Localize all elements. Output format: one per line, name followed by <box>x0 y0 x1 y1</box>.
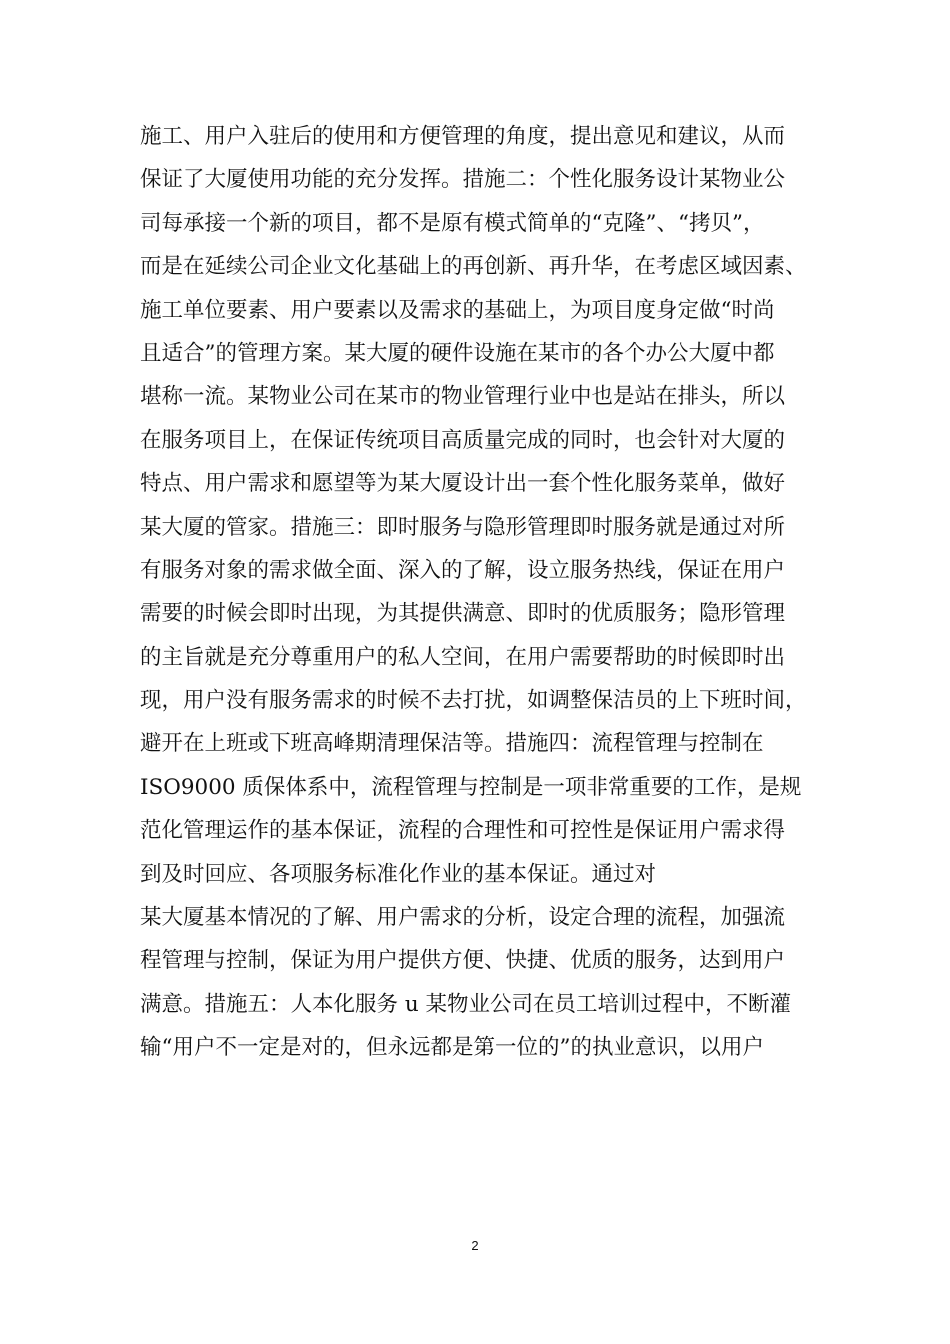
text-line: 堪称一流。某物业公司在某市的物业管理行业中也是站在排头，所以 <box>140 384 786 410</box>
text-line: 输“用户不一定是对的，但永远都是第一位的”的执业意识，以用户 <box>140 1035 764 1061</box>
text-line: 某大厦的管家。措施三：即时服务与隐形管理即时服务就是通过对所 <box>140 514 786 540</box>
text-line: 而是在延续公司企业文化基础上的再创新、再升华，在考虑区域因素、 <box>140 254 807 280</box>
text-line: 到及时回应、各项服务标准化作业的基本保证。通过对 <box>140 861 657 887</box>
text-line: 某大厦基本情况的了解、用户需求的分析，设定合理的流程，加强流 <box>140 905 786 931</box>
text-line: 避开在上班或下班高峰期清理保洁等。措施四：流程管理与控制在 <box>140 731 764 757</box>
text-line: 现，用户没有服务需求的时候不去打扰，如调整保洁员的上下班时间， <box>140 688 807 714</box>
text-line: 程管理与控制，保证为用户提供方便、快捷、优质的服务，达到用户 <box>140 948 786 974</box>
text-line: 施工、用户入驻后的使用和方便管理的角度，提出意见和建议，从而 <box>140 124 786 149</box>
text-line: 司每承接一个新的项目，都不是原有模式简单的“克隆”、“拷贝”， <box>140 210 765 236</box>
page-number: 2 <box>471 1238 479 1253</box>
text-line: 满意。措施五：人本化服务 u 某物业公司在员工培训过程中，不断灌 <box>140 991 792 1017</box>
text-line: ISO9000 质保体系中，流程管理与控制是一项非常重要的工作，是规 <box>140 774 802 800</box>
text-line: 在服务项目上，在保证传统项目高质量完成的同时，也会针对大厦的 <box>140 427 786 453</box>
text-line: 保证了大厦使用功能的充分发挥。措施二：个性化服务设计某物业公 <box>140 167 786 193</box>
text-line: 且适合”的管理方案。某大厦的硬件设施在某市的各个办公大厦中都 <box>140 340 775 366</box>
text-line: 的主旨就是充分尊重用户的私人空间，在用户需要帮助的时候即时出 <box>140 644 786 670</box>
body-text <box>140 115 840 1070</box>
text-line: 施工单位要素、用户要素以及需求的基础上，为项目度身定做“时尚 <box>140 297 775 323</box>
text-line: 特点、用户需求和愿望等为某大厦设计出一套个性化服务菜单，做好 <box>140 471 786 497</box>
text-line: 有服务对象的需求做全面、深入的了解，设立服务热线，保证在用户 <box>140 557 786 583</box>
text-line: 需要的时候会即时出现，为其提供满意、即时的优质服务；隐形管理 <box>140 601 786 627</box>
text-line: 范化管理运作的基本保证，流程的合理性和可控性是保证用户需求得 <box>140 818 786 844</box>
